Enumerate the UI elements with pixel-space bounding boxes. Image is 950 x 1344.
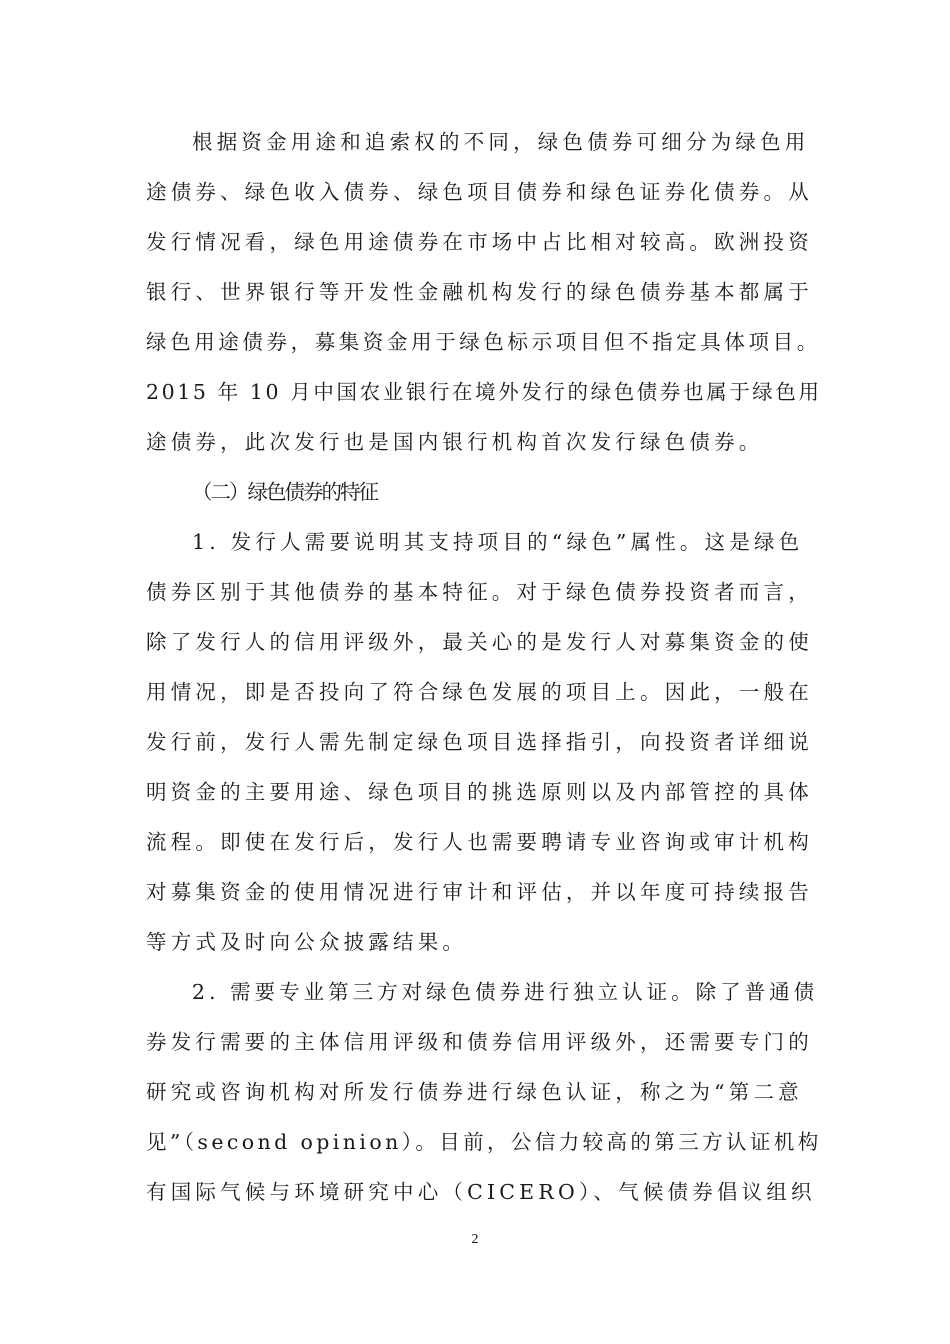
paragraph-3-line-1: 2. 需要专业第三方对绿色债券进行独立认证。除了普通债	[192, 980, 819, 1004]
paragraph-1-line-2: 途债券、绿色收入债券、绿色项目债券和绿色证券化债券。从	[146, 180, 813, 204]
paragraph-1-line-1: 根据资金用途和追索权的不同，绿色债券可细分为绿色用	[192, 130, 810, 154]
paragraph-3-line-5: 有国际气候与环境研究中心（CICERO）、气候债券倡议组织	[146, 1180, 816, 1204]
paragraph-2-line-2: 债券区别于其他债券的基本特征。对于绿色债券投资者而言，	[146, 580, 813, 604]
paragraph-1-line-7: 途债券，此次发行也是国内银行机构首次发行绿色债券。	[146, 430, 764, 454]
paragraph-3-line-3: 研究或咨询机构对所发行债券进行绿色认证，称之为“第二意	[146, 1080, 803, 1104]
paragraph-1-line-3: 发行情况看，绿色用途债券在市场中占比相对较高。欧洲投资	[146, 230, 813, 254]
page-number: 2	[471, 1232, 479, 1247]
section-heading: （二）绿色债券的特征	[192, 480, 377, 504]
paragraph-2-line-9: 等方式及时向公众披露结果。	[146, 930, 468, 954]
paragraph-2-line-6: 明资金的主要用途、绿色项目的挑选原则以及内部管控的具体	[146, 780, 813, 804]
paragraph-2-line-3: 除了发行人的信用评级外，最关心的是发行人对募集资金的使	[146, 630, 813, 654]
paragraph-1-line-6: 2015 年 10 月中国农业银行在境外发行的绿色债券也属于绿色用	[146, 380, 822, 404]
paragraph-2-line-1: 1. 发行人需要说明其支持项目的“绿色”属性。这是绿色	[192, 530, 804, 554]
paragraph-2-line-4: 用情况，即是否投向了符合绿色发展的项目上。因此，一般在	[146, 680, 813, 704]
paragraph-2-line-5: 发行前，发行人需先制定绿色项目选择指引，向投资者详细说	[146, 730, 813, 754]
paragraph-2-line-8: 对募集资金的使用情况进行审计和评估，并以年度可持续报告	[146, 880, 813, 904]
paragraph-3-line-2: 券发行需要的主体信用评级和债券信用评级外，还需要专门的	[146, 1030, 813, 1054]
paragraph-1-line-5: 绿色用途债券，募集资金用于绿色标示项目但不指定具体项目。	[146, 330, 821, 354]
paragraph-2-line-7: 流程。即使在发行后，发行人也需要聘请专业咨询或审计机构	[146, 830, 813, 854]
paragraph-1-line-4: 银行、世界银行等开发性金融机构发行的绿色债券基本都属于	[146, 280, 813, 304]
paragraph-3-line-4: 见”（second opinion）。目前，公信力较高的第三方认证机构	[146, 1130, 822, 1154]
